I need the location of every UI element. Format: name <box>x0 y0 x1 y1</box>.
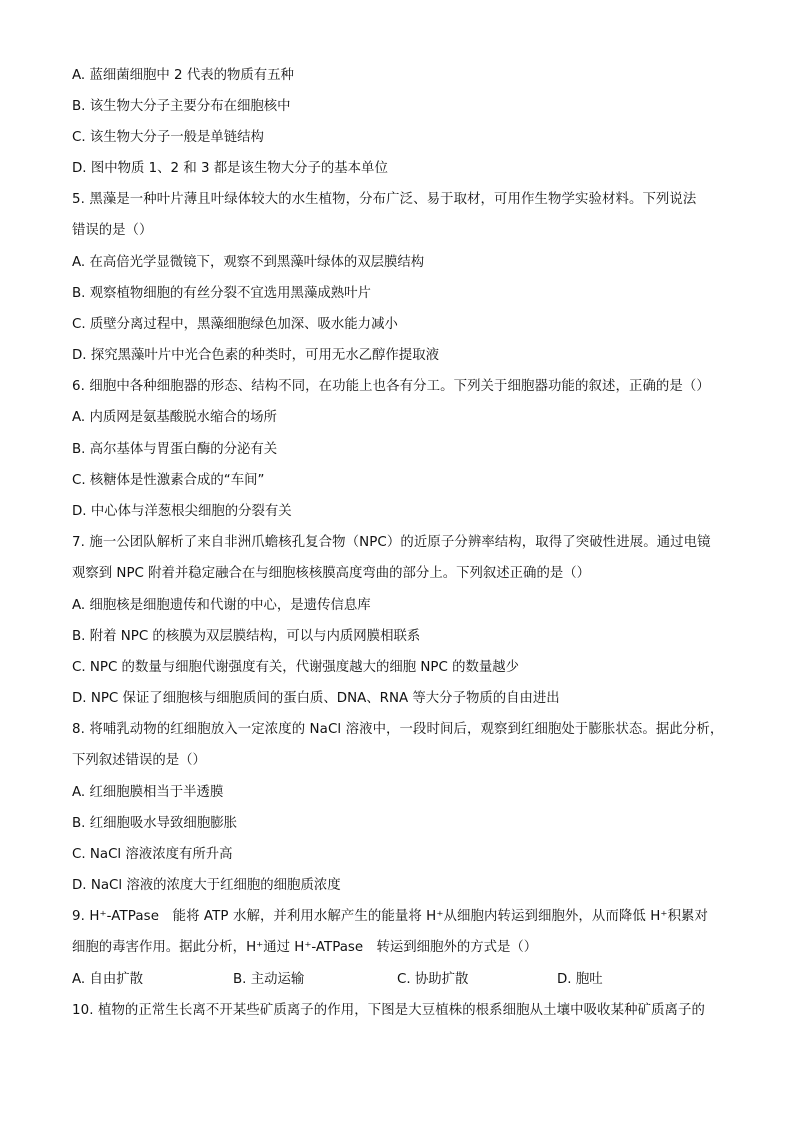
q5-stem-line1: 5. 黑藻是一种叶片薄且叶绿体较大的水生植物，分布广泛、易于取材，可用作生物学实验材料。下列说法 <box>72 192 697 207</box>
q4-option-a: A. 蓝细菌细胞中 2 代表的物质有五种 <box>72 68 294 83</box>
q9-option-c: C. 协助扩散 <box>397 972 469 987</box>
q7-stem-line1: 7. 施一公团队解析了来自非洲爪蟾核孔复合物（NPC）的近原子分辨率结构，取得了突破性进展。通过电镜 <box>72 535 711 550</box>
q8-stem-line2: 下列叙述错误的是（） <box>72 753 206 768</box>
q8-option-c: C. NaCl 溶液浓度有所升高 <box>72 847 233 862</box>
q10-stem-line1: 10. 植物的正常生长离不开某些矿质离子的作用，下图是大豆植株的根系细胞从土壤中吸收某种矿质离子的 <box>72 1003 706 1018</box>
q8-option-b: B. 红细胞吸水导致细胞膨胀 <box>72 816 237 831</box>
q8-option-a: A. 红细胞膜相当于半透膜 <box>72 785 224 800</box>
q8-stem-line1: 8. 将哺乳动物的红细胞放入一定浓度的 NaCl 溶液中，一段时间后，观察到红细胞处于膨胀状态。据此分析， <box>72 722 724 737</box>
q6-stem: 6. 细胞中各种细胞器的形态、结构不同，在功能上也各有分工。下列关于细胞器功能的叙述，正确的是（） <box>72 379 710 394</box>
q9-options-row <box>72 970 732 990</box>
q5-option-b: B. 观察植物细胞的有丝分裂不宜选用黑藻成熟叶片 <box>72 286 371 301</box>
q4-option-c: C. 该生物大分子一般是单链结构 <box>72 130 264 145</box>
q5-option-d: D. 探究黑藻叶片中光合色素的种类时，可用无水乙醇作提取液 <box>72 348 439 363</box>
q5-option-c: C. 质壁分离过程中，黑藻细胞绿色加深、吸水能力减小 <box>72 317 398 332</box>
q6-option-b: B. 高尔基体与胃蛋白酶的分泌有关 <box>72 442 278 457</box>
q9-option-a: A. 自由扩散 <box>72 972 143 987</box>
q6-option-a: A. 内质网是氨基酸脱水缩合的场所 <box>72 410 277 425</box>
q8-option-d: D. NaCl 溶液的浓度大于红细胞的细胞质浓度 <box>72 878 341 893</box>
q9-stem-line2: 细胞的毒害作用。据此分析，H⁺通过 H⁺-ATPase 转运到细胞外的方式是（） <box>72 940 538 955</box>
q9-stem-line1: 9. H⁺-ATPase 能将 ATP 水解，并利用水解产生的能量将 H⁺从细胞内转运到细胞外，从而降低 H⁺积累对 <box>72 909 709 924</box>
q6-option-c: C. 核糖体是性激素合成的“车间” <box>72 473 265 488</box>
q7-stem-line2: 观察到 NPC 附着并稳定融合在与细胞核核膜高度弯曲的部分上。下列叙述正确的是（） <box>72 566 591 581</box>
q4-option-b: B. 该生物大分子主要分布在细胞核中 <box>72 99 291 114</box>
q7-option-b: B. 附着 NPC 的核膜为双层膜结构，可以与内质网膜相联系 <box>72 629 421 644</box>
q9-option-b: B. 主动运输 <box>233 972 305 987</box>
q9-option-d: D. 胞吐 <box>557 972 603 987</box>
q5-option-a: A. 在高倍光学显微镜下，观察不到黑藻叶绿体的双层膜结构 <box>72 255 425 270</box>
q4-option-d: D. 图中物质 1、2 和 3 都是该生物大分子的基本单位 <box>72 161 388 176</box>
q7-option-c: C. NPC 的数量与细胞代谢强度有关，代谢强度越大的细胞 NPC 的数量越少 <box>72 660 520 675</box>
q6-option-d: D. 中心体与洋葱根尖细胞的分裂有关 <box>72 504 292 519</box>
q5-stem-line2: 错误的是（） <box>72 223 153 238</box>
q7-option-d: D. NPC 保证了细胞核与细胞质间的蛋白质、DNA、RNA 等大分子物质的自由进出 <box>72 691 560 706</box>
q7-option-a: A. 细胞核是细胞遗传和代谢的中心，是遗传信息库 <box>72 598 371 613</box>
